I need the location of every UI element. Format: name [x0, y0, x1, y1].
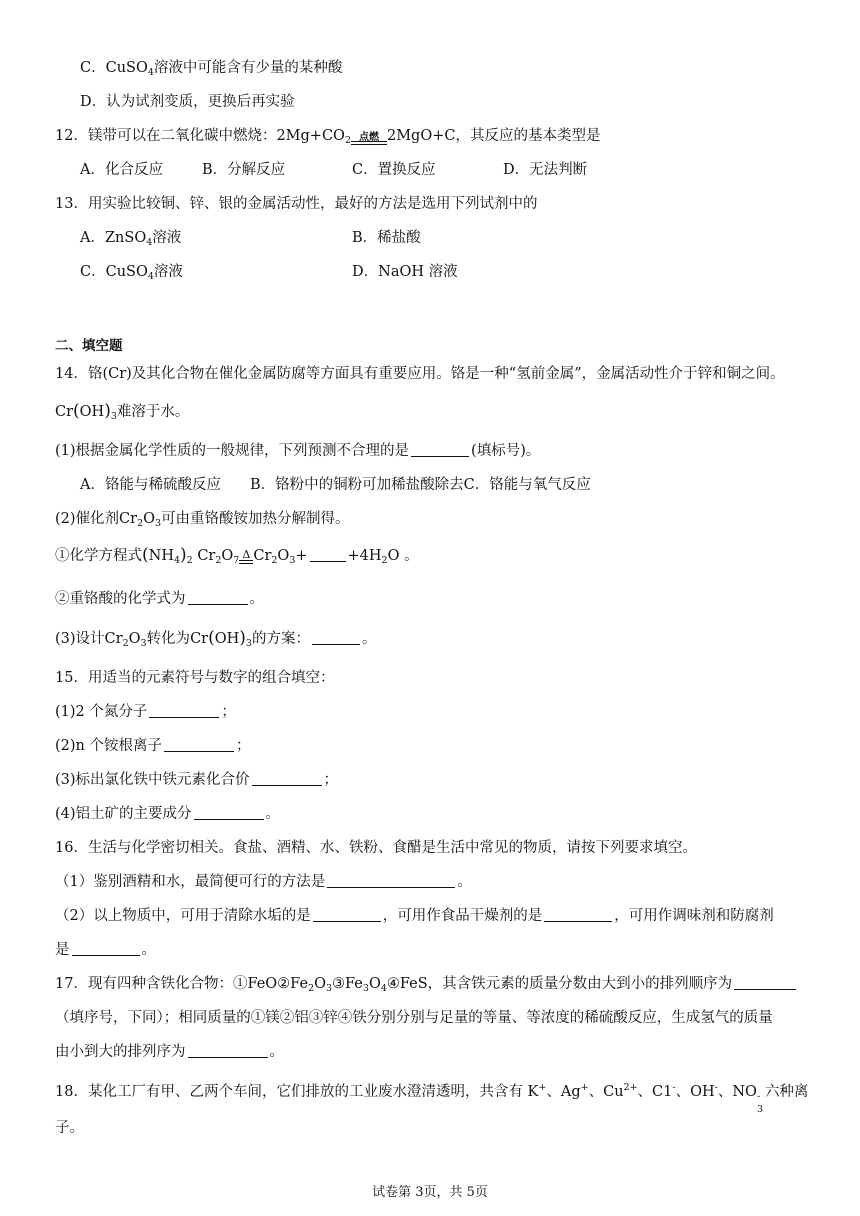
q18-line2: 子。 — [55, 1120, 84, 1136]
q12-option-c: C．置换反应 — [352, 162, 436, 178]
heat-condition-arrow: Δ — [239, 550, 253, 564]
q14-acid-formula: ②重铬酸的化学式为 。 — [55, 591, 264, 607]
q14-stem: 14．铬(Cr)及其化合物在催化金属防腐等方面具有重要应用。铬是一种“氢前金属”，金属活动性介于锌和铜之间。 — [55, 366, 785, 382]
q13-option-b: B．稀盐酸 — [352, 230, 421, 246]
q12-option-a: A．化合反应 — [80, 162, 163, 178]
q16-part2: （2）以上物质中，可用于清除水垢的是 ，可用作食品干燥剂的是 ，可用作调味剂和防腐剂 — [55, 908, 774, 924]
page-footer: 试卷第 3页，共 5页 — [372, 1185, 488, 1200]
q16-part1: （1）鉴别酒精和水，最简便可行的方法是 。 — [55, 874, 472, 890]
q18-line1: 18．某化工厂有甲、乙两个车间，它们排放的工业废水澄清透明，共含有 K+、Ag+、$Cu^{2+}$、C1-、OH-、NO - 3 六种离 — [55, 1082, 809, 1115]
q13-option-a: A．ZnSO$_4$溶液 — [80, 230, 182, 248]
q16-stem: 16．生活与化学密切相关。食盐、酒精、水、铁粉、食醋是生活中常见的物质，请按下列要求填空。 — [55, 840, 697, 856]
q17-line1: 17．现有四种含铁化合物：$①FeO②Fe_2O_3③Fe_3O_4④FeS$，其含铁元素的质量分数由大到小的排列顺序为 — [55, 974, 798, 999]
q15-item-3: (3)标出氯化铁中铁元素化合价 ； — [55, 772, 339, 788]
q17-line3: 由小到大的排列序为 。 — [55, 1044, 284, 1060]
q16-part2-cont: 是 。 — [55, 942, 156, 958]
q15-item-2: (2)n 个铵根离子 ； — [55, 738, 251, 754]
q15-stem: 15．用适当的元素符号与数字的组合填空： — [55, 670, 335, 686]
q13-option-c: C．CuSO$_4$溶液 — [80, 264, 183, 282]
q15-item-4: (4)铝土矿的主要成分 。 — [55, 806, 281, 822]
q15-item-1: (1)2 个氮分子 ； — [55, 704, 236, 720]
reaction-condition-arrow: 点燃 — [351, 133, 387, 145]
q14-part1: (1)根据金属化学性质的一般规律，下列预测不合理的是 (填标号)。 — [55, 443, 541, 459]
q12-option-b: B．分解反应 — [202, 162, 286, 178]
q11-option-d: D．认为试剂变质，更换后再实验 — [80, 94, 295, 110]
q14-stem-line2: $Cr(OH)_3$难溶于水。 — [55, 401, 190, 422]
q14-part3: (3)设计$Cr_2O_3$转化为$Cr(OH)_3$的方案： 。 — [55, 628, 377, 649]
q13-stem: 13．用实验比较铜、锌、银的金属活动性，最好的方法是选用下列试剂中的 — [55, 196, 538, 212]
q14-part2: (2)催化剂$Cr_2O_3$可由重铬酸铵加热分解制得。 — [55, 511, 350, 529]
q12-stem: 12．镁带可以在二氧化碳中燃烧：$2Mg+CO_2$ 点燃 2MgO+C，其反应的基本类型是 — [55, 128, 601, 146]
section-title: 二、填空题 — [55, 338, 123, 354]
q13-option-d: D．NaOH 溶液 — [352, 264, 458, 280]
q11-option-c: C．CuSO$_4$溶液中可能含有少量的某种酸 — [80, 60, 343, 78]
q14-equation: ①化学方程式$(NH_4)_2$ $Cr_2O_7$ Δ $Cr_2O_3+ +4H_2O$ 。 — [55, 545, 419, 566]
q17-line2: （填序号，下同）；相同质量的①镁②铝③锌④铁分别分别与足量的等量、等浓度的稀硫酸反应，生成氢气的质量 — [55, 1010, 773, 1026]
q12-option-d: D．无法判断 — [503, 162, 588, 178]
q14-part1-options: A．铬能与稀硫酸反应 B．铬粉中的铜粉可加稀盐酸除去C．铬能与氧气反应 — [80, 477, 591, 493]
